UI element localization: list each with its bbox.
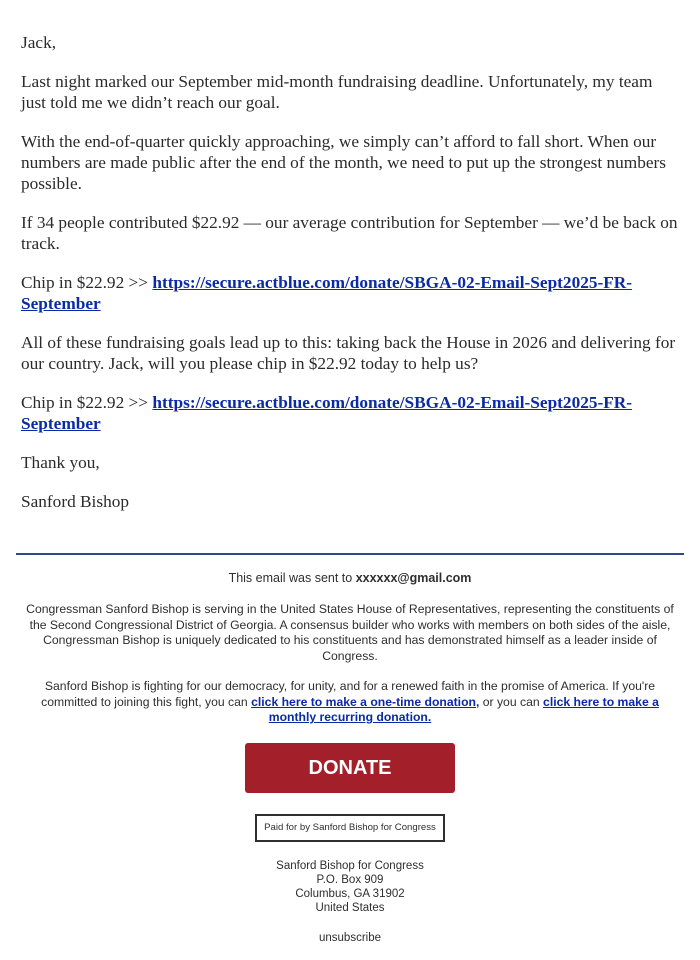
- chip-in-text: Chip in $22.92 >>: [21, 393, 153, 412]
- paragraph-end-of-quarter: With the end-of-quarter quickly approaching, we simply can’t afford to fall short. When our numbers are made public after the end of the month, we need to put up the strongest numbers possible.: [21, 132, 666, 193]
- fight-paragraph: [22, 679, 678, 726]
- chip-in-line-1: [21, 272, 681, 314]
- monthly-donation-link[interactable]: click here to make a monthly recurring donation.: [268, 694, 659, 724]
- chip-in-text: Chip in $22.92 >>: [21, 273, 153, 292]
- about-congressman: Congressman Sanford Bishop is serving in the United States House of Representatives, representing the constituents of the Second Congressional District of Georgia. A consensus builder who works with members on both sides of the aisle, Congressman Bishop is uniquely dedicated to his constituents and has demonstrated himself as a leader inside of Congress.: [26, 602, 674, 663]
- donate-button[interactable]: DONATE: [245, 743, 455, 793]
- address-line-org: Sanford Bishop for Congress: [276, 859, 424, 872]
- paragraph-average-contribution: If 34 people contributed $22.92 — our average contribution for September — we’d be back on track.: [21, 213, 678, 253]
- paid-for-disclaimer: Paid for by Sanford Bishop for Congress: [255, 814, 445, 842]
- signature: Sanford Bishop: [21, 492, 130, 511]
- fight-text-or: or you can: [479, 694, 544, 709]
- fight-text: Sanford Bishop is fighting for our democracy, for unity, and for a renewed faith in the promise of America. If you're committed to joining this fight, you can: [41, 679, 656, 709]
- paragraph-deadline: Last night marked our September mid-month fundraising deadline. Unfortunately, my team just told me we didn’t reach our goal.: [21, 72, 653, 112]
- email-footer: [16, 570, 684, 946]
- unsubscribe-link[interactable]: unsubscribe: [318, 932, 381, 945]
- mailing-address: [16, 859, 684, 916]
- email-body: [21, 32, 681, 530]
- donate-link-2[interactable]: https://secure.actblue.com/donate/SBGA-02-Email-Sept2025-FR-September: [21, 393, 633, 433]
- one-time-donation-link[interactable]: click here to make a one-time donation,: [251, 694, 480, 709]
- closing: Thank you,: [21, 453, 100, 472]
- sent-to-notice: [16, 570, 684, 586]
- donate-link-1[interactable]: https://secure.actblue.com/donate/SBGA-02-Email-Sept2025-FR-September: [21, 273, 633, 313]
- address-line-po-box: P.O. Box 909: [316, 873, 384, 886]
- footer-divider: [16, 553, 684, 555]
- sent-to-text: This email was sent to: [228, 571, 356, 585]
- address-line-country: United States: [315, 902, 385, 915]
- paragraph-goals: All of these fundraising goals lead up to this: taking back the House in 2026 and delivering for our country. Jack, will you please chip in $22.92 today to help us?: [21, 333, 676, 373]
- recipient-email: xxxxxx@gmail.com: [355, 571, 472, 585]
- chip-in-line-2: [21, 392, 681, 434]
- address-line-city: Columbus, GA 31902: [295, 887, 405, 900]
- greeting: Jack,: [21, 33, 57, 52]
